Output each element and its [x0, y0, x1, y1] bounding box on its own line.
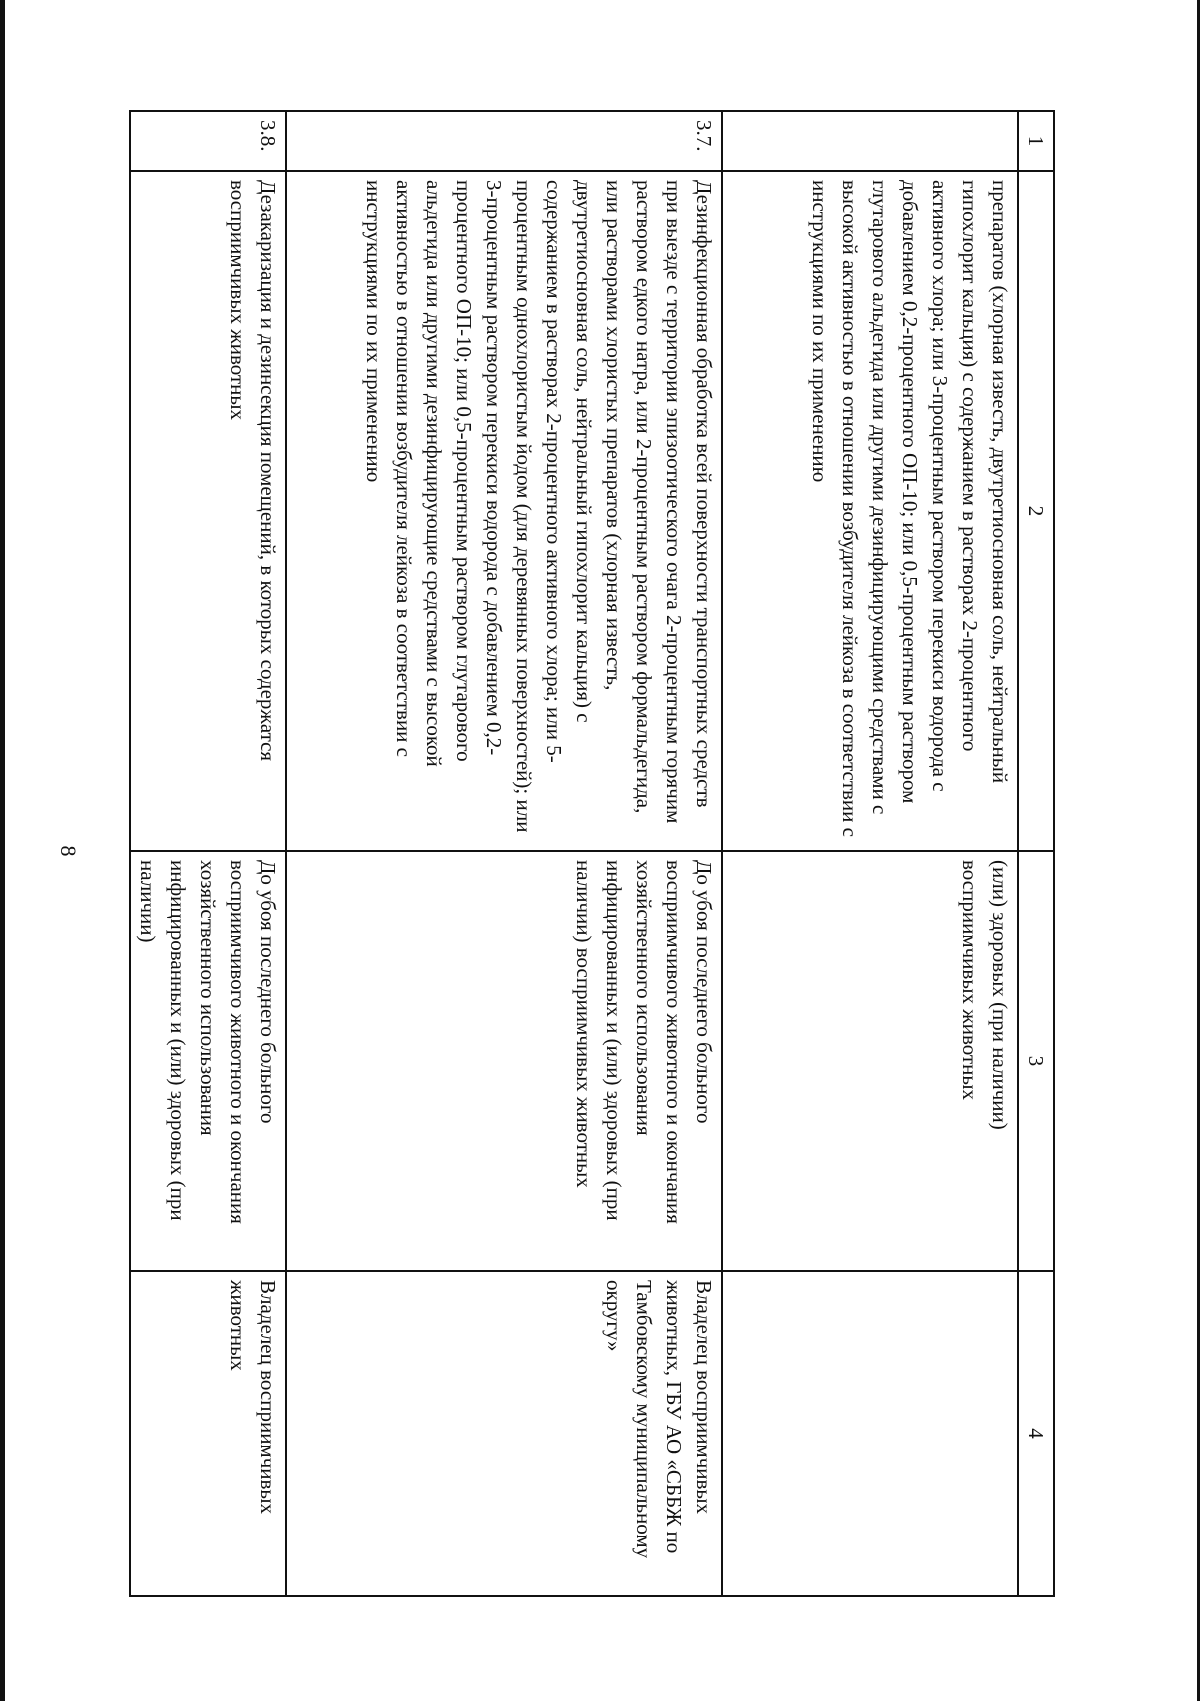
header-cell-2: 2	[1018, 171, 1054, 851]
measures-table	[129, 110, 1055, 1597]
table-row	[722, 111, 1018, 1596]
measure-cell: препаратов (хлорная известь, двутретиосновная соль, нейтральный гипохлорит кальция) с содержанием в растворах 2-процентного активного хлора; или 3-процентным раствором перекиси водорода с добавлением 0,2-процентного ОП-10; или 0,5-процентным раствором глутарового альдегида или другими дезинфицирующими средствами с высокой активностью в отношении возбудителя лейкоза в соответствии с инструкциями по их применению	[722, 171, 1018, 851]
responsible-cell: Владелец восприимчивых животных	[130, 1271, 286, 1596]
table-row	[286, 111, 722, 1596]
table-row	[130, 111, 286, 1596]
term-cell: (или) здоровых (при наличии) восприимчивых животных	[722, 851, 1018, 1271]
table-header-row	[1018, 111, 1054, 1596]
row-number	[722, 111, 1018, 171]
row-number: 3.7.	[286, 111, 722, 171]
header-cell-4: 4	[1018, 1271, 1054, 1596]
header-cell-1: 1	[1018, 111, 1054, 171]
responsible-cell	[722, 1271, 1018, 1596]
row-number: 3.8.	[130, 111, 286, 171]
measure-cell: Дезакаризация и дезинсекция помещений, в которых содержатся восприимчивых животных	[130, 171, 286, 851]
term-cell: До убоя последнего больного восприимчивого животного и окончания хозяйственного использования инфицированных и (или) здоровых (при наличии) восприимчивых животных	[286, 851, 722, 1271]
responsible-cell: Владелец восприимчивых животных, ГБУ АО «СББЖ по Тамбовскому муниципальному округу»	[286, 1271, 722, 1596]
header-cell-3: 3	[1018, 851, 1054, 1271]
term-cell: До убоя последнего больного восприимчивого животного и окончания хозяйственного использования инфицированных и (или) здоровых (при наличии)	[130, 851, 286, 1271]
page-number: 8	[56, 845, 81, 857]
measure-cell: Дезинфекционная обработка всей поверхности транспортных средств при выезде с территории эпизоотического очага 2-процентным горячим раствором едкого натра, или 2-процентным раствором формальдегида, или растворами хлористых препаратов (хлорная известь, двутретиосновная соль, нейтральный гипохлорит кальция) с содержанием в растворах 2-процентного активного хлора; или 5-процентным однохлористым йодом (для деревянных поверхностей); или 3-процентным раствором перекиси водорода с добавлением 0,2-процентного ОП-10; или 0,5-процентным раствором глутарового альдегида или другими дезинфицирующие средствами с высокой активностью в отношении возбудителя лейкоза в соответствии с инструкциями по их применению	[286, 171, 722, 851]
